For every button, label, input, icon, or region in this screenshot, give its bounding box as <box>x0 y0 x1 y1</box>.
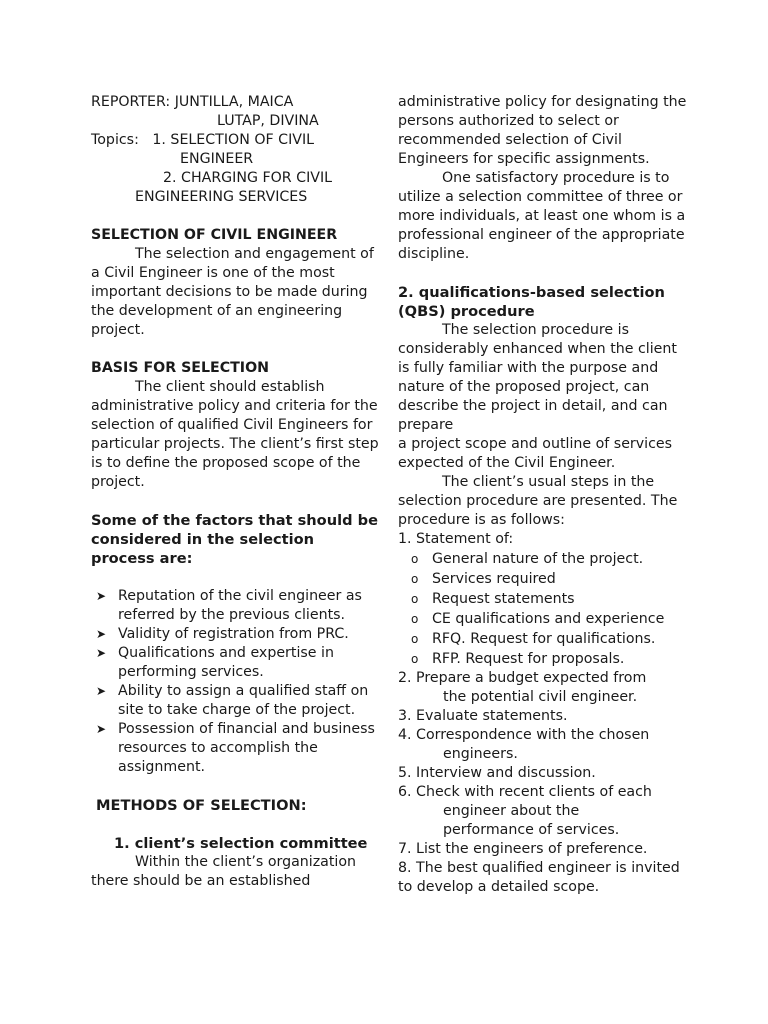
arrow-bullet-icon: ➤ <box>96 589 107 603</box>
method-1-body: Within the client’s organization there should be an established <box>91 854 357 889</box>
factors-list <box>91 587 381 777</box>
circle-bullet-icon: o <box>411 612 419 626</box>
topic-2-cont: ENGINEERING SERVICES <box>135 189 308 205</box>
list-item: o General nature of the project. <box>411 551 644 567</box>
step-8: 8. The best qualified engineer is invited to develop a detailed scope. <box>398 860 680 895</box>
step-7: 7. List the engineers of preference. <box>398 841 648 857</box>
method-2-body-2: The client’s usual steps in the selection procedure are presented. The procedure is as follows: <box>398 474 678 528</box>
arrow-bullet-icon: ➤ <box>96 646 107 660</box>
step-1: 1. Statement of: <box>398 531 514 547</box>
list-item: ➤ Validity of registration from PRC. <box>96 626 349 642</box>
step-4-cont: engineers. <box>443 746 518 762</box>
step-6: 6. Check with recent clients of each <box>398 784 652 800</box>
reporter-line <box>91 93 381 112</box>
selection-heading: SELECTION OF CIVIL ENGINEER <box>91 227 338 243</box>
factors-heading: Some of the factors that should be considered in the selection process are: <box>91 512 378 567</box>
list-item: ➤ Possession of financial and business resources to accomplish the assignment. <box>96 721 375 775</box>
circle-bullet-icon: o <box>411 652 419 666</box>
method-1-body-2: One satisfactory procedure is to utilize a selection committee of three or more individuals, at least one whom is a professional engineer of the appropriate discipline. <box>398 170 686 262</box>
reporter-name-1: JUNTILLA, MAICA <box>174 94 294 110</box>
topics-line <box>91 131 381 150</box>
method-2-body: The selection procedure is considerably enhanced when the client is fully familiar with the purpose and nature of the proposed project, can describe the project in detail, and can prepare <box>398 322 677 433</box>
list-item: o RFP. Request for proposals. <box>411 651 625 667</box>
step-3: 3. Evaluate statements. <box>398 708 568 724</box>
basis-heading: BASIS FOR SELECTION <box>91 360 270 376</box>
topic-1: 1. SELECTION OF CIVIL <box>152 132 315 148</box>
reporter-label: REPORTER: <box>91 94 171 110</box>
circle-bullet-icon: o <box>411 572 419 586</box>
list-item: o CE qualifications and experience <box>411 611 665 627</box>
list-item: ➤ Ability to assign a qualified staff on site to take charge of the project. <box>96 683 369 718</box>
step-2-cont: the potential civil engineer. <box>443 689 638 705</box>
methods-heading: METHODS OF SELECTION: <box>96 797 307 814</box>
topic-1-cont: ENGINEER <box>180 151 254 167</box>
list-item: o Services required <box>411 571 556 587</box>
list-item: o Request statements <box>411 591 575 607</box>
right-column <box>398 93 688 897</box>
list-item: o RFQ. Request for qualifications. <box>411 631 656 647</box>
list-item: ➤ Reputation of the civil engineer as referred by the previous clients. <box>96 588 362 623</box>
step-4: 4. Correspondence with the chosen <box>398 727 650 743</box>
topic-2: 2. CHARGING FOR CIVIL <box>163 170 333 186</box>
topics-label: Topics: <box>91 132 139 148</box>
method-1-body-cont: administrative policy for designating the persons authorized to select or recommended selection of Civil Engineers for specific assignments. <box>398 94 687 167</box>
step-6-cont: engineer about the <box>443 803 580 819</box>
arrow-bullet-icon: ➤ <box>96 684 107 698</box>
arrow-bullet-icon: ➤ <box>96 722 107 736</box>
left-column <box>91 93 381 891</box>
arrow-bullet-icon: ➤ <box>96 627 107 641</box>
circle-bullet-icon: o <box>411 632 419 646</box>
method-2-heading: 2. qualifications-based selection (QBS) procedure <box>398 284 665 320</box>
selection-body: The selection and engagement of a Civil Engineer is one of the most important decisions to be made during the development of an engineering project. <box>91 246 374 338</box>
circle-bullet-icon: o <box>411 552 419 566</box>
step-6-cont-2: performance of services. <box>443 822 620 838</box>
reporter-name-2: LUTAP, DIVINA <box>217 113 319 129</box>
method-2-body-b: a project scope and outline of services expected of the Civil Engineer. <box>398 436 673 471</box>
step-2: 2. Prepare a budget expected from <box>398 670 647 686</box>
method-1-heading: 1. client’s selection committee <box>114 835 368 852</box>
basis-body: The client should establish administrative policy and criteria for the selection of qualified Civil Engineers for particular projects. The client’s first step is to define the proposed scope of the project. <box>91 379 379 490</box>
circle-bullet-icon: o <box>411 592 419 606</box>
step-5: 5. Interview and discussion. <box>398 765 596 781</box>
step-1-sublist <box>398 549 688 669</box>
list-item: ➤ Qualifications and expertise in performing services. <box>96 645 334 680</box>
